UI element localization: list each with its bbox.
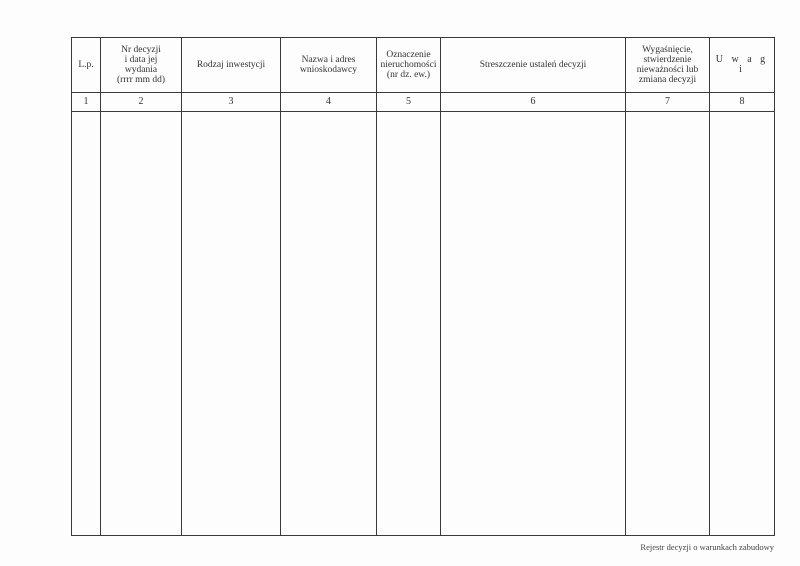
column-header-decision-number (101, 38, 182, 93)
column-header-remarks-label: U w a g i (715, 54, 769, 75)
column-header-lp (72, 38, 101, 93)
empty-cell[interactable] (710, 112, 775, 536)
column-header-expiry-label: Wygaśnięcie, stwierdzenie nieważności lub zmiana decyzji (636, 45, 699, 85)
decision-register-table (71, 37, 775, 536)
empty-cell[interactable] (441, 112, 626, 536)
column-number-row (72, 93, 775, 112)
footer-caption: Rejestr decyzji o warunkach zabudowy (640, 542, 774, 552)
column-header-expiry (626, 38, 710, 93)
column-number: 8 (710, 93, 775, 112)
column-number: 4 (281, 93, 377, 112)
column-number: 2 (101, 93, 182, 112)
column-header-investment-type-label: Rodzaj inwestycji (196, 60, 266, 70)
column-header-property (377, 38, 441, 93)
column-number: 3 (182, 93, 281, 112)
column-header-lp-label: L.p. (78, 60, 94, 70)
column-header-property-label: Oznaczenie nieruchomości (nr dz. ew.) (380, 50, 437, 80)
column-number: 5 (377, 93, 441, 112)
empty-cell[interactable] (377, 112, 441, 536)
empty-cell[interactable] (182, 112, 281, 536)
column-header-remarks (710, 38, 775, 93)
column-header-summary-label: Streszczenie ustaleń decyzji (479, 60, 587, 70)
column-header-summary (441, 38, 626, 93)
table-header-row (72, 38, 775, 93)
column-header-applicant (281, 38, 377, 93)
empty-cell[interactable] (101, 112, 182, 536)
column-header-investment-type (182, 38, 281, 93)
empty-entry-row (72, 112, 775, 536)
column-header-applicant-label: Nazwa i adres wnioskodawcy (300, 55, 357, 75)
column-number: 7 (626, 93, 710, 112)
column-number: 6 (441, 93, 626, 112)
column-number: 1 (72, 93, 101, 112)
empty-cell[interactable] (281, 112, 377, 536)
column-header-decision-number-label: Nr decyzji i data jej wydania (rrrr mm dd) (116, 45, 165, 85)
empty-cell[interactable] (626, 112, 710, 536)
empty-cell[interactable] (72, 112, 101, 536)
